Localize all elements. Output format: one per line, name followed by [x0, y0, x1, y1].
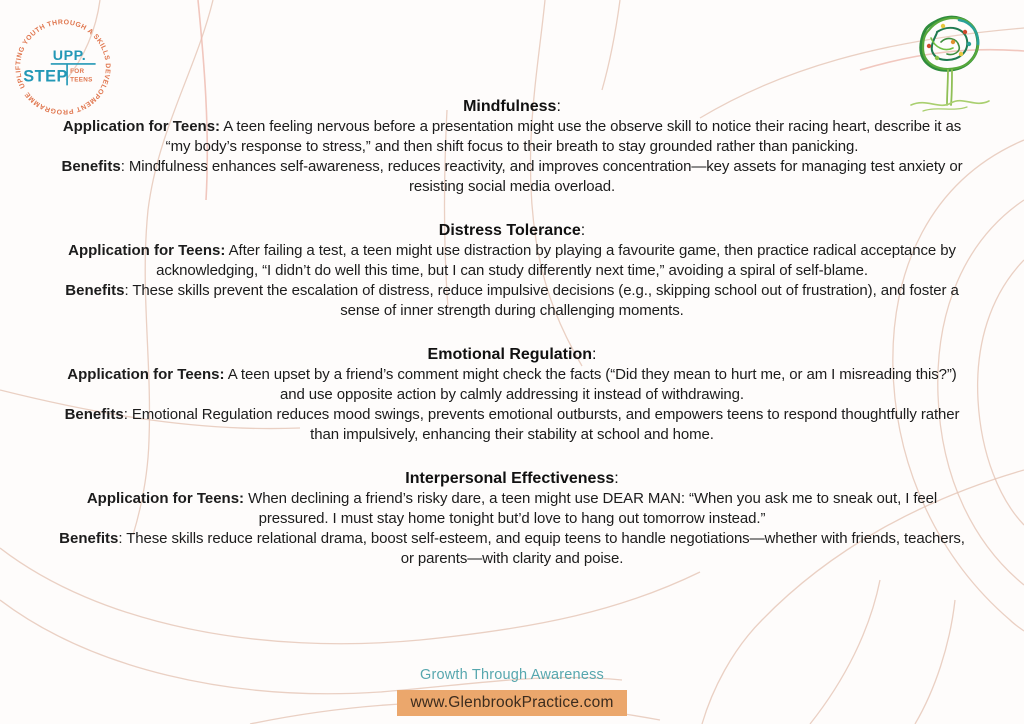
section-heading: Interpersonal Effectiveness: — [405, 470, 619, 487]
logo-circular-text: UPLIFTING YOUTH THROUGH A SKILLS DEVELOPMENT PROGRAMME — [15, 19, 111, 115]
skills-content — [56, 97, 968, 593]
benefits-paragraph: Benefits: These skills prevent the escalation of distress, reduce impulsive decisions (e.g., skipping school out of frustration), and foster a sense of inner strength during challenging moments. — [65, 282, 959, 319]
logo-upp-text: UPP. — [52, 47, 87, 64]
section-mindfulness — [56, 97, 968, 197]
application-paragraph: Application for Teens: When declining a friend’s risky dare, a teen might use DEAR MAN: “When you ask me to sneak out, I feel pressured. I must stay home tonight but’d love to hang out tomorrow instead.” — [86, 490, 938, 527]
logo-step-text: STEP — [23, 67, 68, 86]
footer-tagline: Growth Through Awareness — [419, 667, 604, 683]
application-paragraph: Application for Teens: A teen feeling nervous before a presentation might use the observe skill to notice their racing heart, describe it as “my body’s response to stress,” and then shift focus to their breath to stay grounded rather than panicking. — [62, 118, 962, 155]
application-paragraph: Application for Teens: After failing a test, a teen might use distraction by playing a favourite game, then practice radical acceptance by acknowledging, “I didn’t do well this time, but I can study differently next time,” avoiding a spiral of self-blame. — [68, 242, 956, 279]
section-interpersonal-effectiveness — [56, 469, 968, 569]
benefits-paragraph: Benefits: These skills reduce relational drama, boost self-esteem, and equip teens to handle negotiations—whether with friends, teachers, or parents—with clarity and poise. — [59, 530, 965, 567]
logo-teens-text: TEENS — [70, 76, 93, 84]
section-distress-tolerance — [56, 221, 968, 321]
section-heading: Emotional Regulation: — [427, 346, 597, 363]
application-paragraph: Application for Teens: A teen upset by a friend’s comment might check the facts (“Did they mean to hurt me, or am I misreading this?”) and use opposite action by calmly addressing it instead of withdrawing. — [67, 366, 957, 403]
footer — [0, 667, 1024, 716]
benefits-paragraph: Benefits: Emotional Regulation reduces mood swings, prevents emotional outbursts, and empowers teens to respond thoughtfully rather than impulsively, enhancing their stability at school and home. — [64, 406, 960, 443]
logo-for-text: FOR — [70, 68, 85, 76]
website-link[interactable]: www.GlenbrookPractice.com — [397, 690, 626, 716]
section-heading: Distress Tolerance: — [438, 222, 586, 239]
section-heading: Mindfulness: — [463, 98, 561, 115]
section-emotional-regulation — [56, 345, 968, 445]
benefits-paragraph: Benefits: Mindfulness enhances self-awareness, reduces reactivity, and improves concentration—key assets for managing test anxiety or resisting social media overload. — [61, 158, 963, 195]
